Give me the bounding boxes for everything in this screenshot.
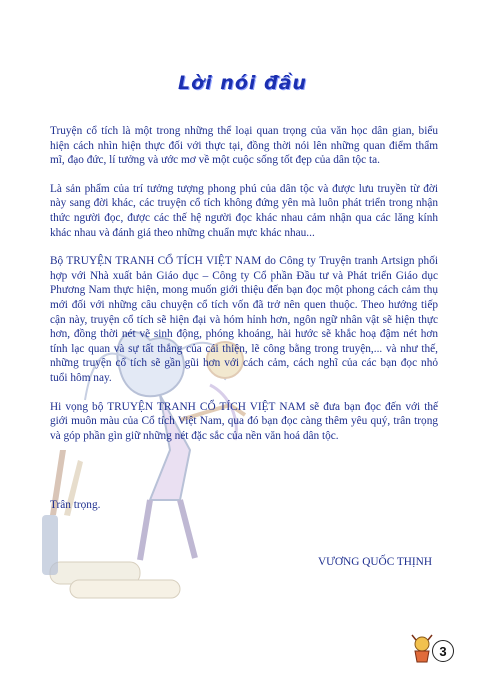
- closing-greeting: Trân trọng.: [50, 499, 101, 511]
- page-number: 3: [432, 640, 454, 662]
- page-title: Lời nói đầu: [178, 72, 307, 94]
- author-signature: VƯƠNG QUỐC THỊNH: [318, 556, 432, 568]
- paragraph: Truyện cổ tích là một trong những thể loại quan trọng của văn học dân gian, biểu hiện cách nhìn hiện thực đối với thực tại, đồng thời nói lên những quan điểm thẩm mĩ, đạo đức, lí tưởng và ước mơ về một cuộc sống tốt đẹp của dân tộc ta.: [50, 125, 438, 167]
- paragraph: Hi vọng bộ TRUYỆN TRANH CỔ TÍCH VIỆT NAM sẽ đưa bạn đọc đến với thế giới muôn màu của Cổ tích Việt Nam, qua đó bạn đọc càng thêm yêu quý, trân trọng và góp phần gìn giữ những nét đặc sắc của nền văn hoá dân tộc.: [50, 400, 438, 442]
- scroll-quill-illustration: [42, 450, 180, 598]
- paragraph: Bộ TRUYỆN TRANH CỔ TÍCH VIỆT NAM do Công ty Truyện tranh Artsign phối hợp với Nhà xuất bản Giáo dục – Công ty Cổ phần Đầu tư và Phát triển Giáo dục Phương Nam thực hiện, mong muốn giới thiệu đến bạn đọc một phong cách cảm thụ mới đối với những câu chuyện cổ tích vốn đã trở nên quen thuộc. Theo hướng tiếp cận này, truyện cổ tích sẽ hiện đại và hóm hỉnh hơn, ngôn ngữ nhân vật sẽ hiện thực hơn, đồng thời nét vẽ sinh động, phóng khoáng, hài hước sẽ khắc hoạ đậm nét hơn tính lạc quan và sự tất thắng của cái thiện, lẽ công bằng trong truyện,... và như thế, những truyện cổ tích sẽ gần gũi hơn với cách cảm, cách nghĩ của các bạn đọc nhỏ tuổi hôm nay.: [50, 255, 438, 384]
- paragraph: Là sản phẩm của trí tưởng tượng phong phú của dân tộc và được lưu truyền từ đời này sang đời khác, các truyện cổ tích không đứng yên mà luôn phát triển trong nhận thức người đọc, được các thế hệ người đọc khác nhau cảm nhận qua các lăng kính khác nhau và đánh giá theo những chuẩn mực khác nhau...: [50, 182, 438, 239]
- preface-body: [50, 124, 438, 457]
